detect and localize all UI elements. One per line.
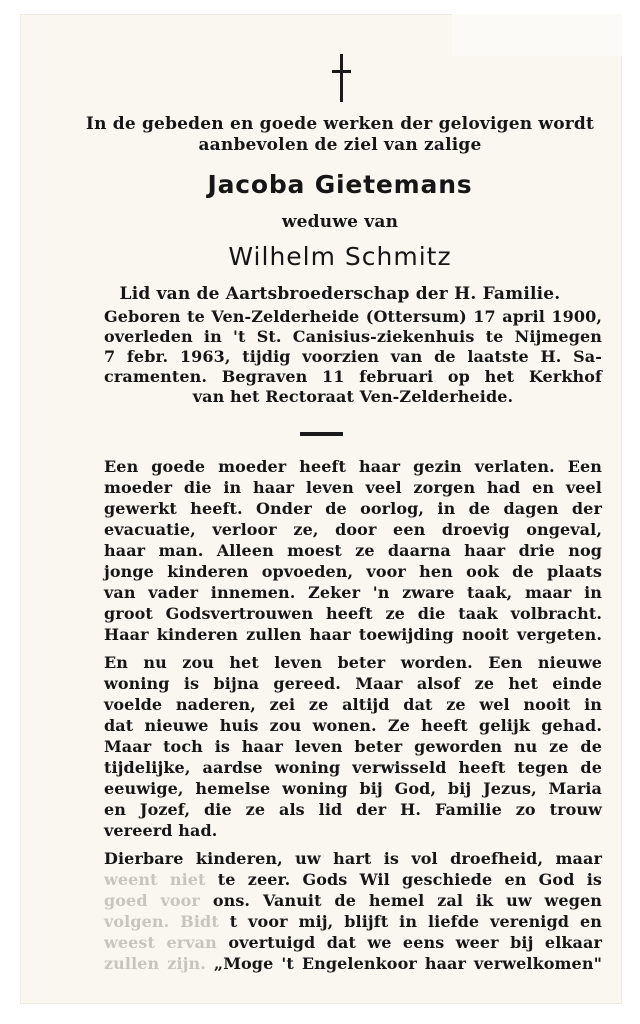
paragraph1-line: Een goede moeder heeft haar gezin verlaten. Een bbox=[104, 457, 602, 476]
deceased-name: Jacoba Gietemans bbox=[207, 170, 473, 199]
paragraph3-line bbox=[104, 891, 602, 911]
faded-text: goed voor bbox=[104, 891, 200, 910]
faded-text: weent niet bbox=[104, 870, 206, 889]
line-text: ons. Vanuit de hemel zal ik uw wegen bbox=[212, 891, 602, 910]
faded-text: zullen zijn. bbox=[104, 954, 206, 973]
paragraph3-line bbox=[104, 954, 602, 974]
line-text: t voor mij, blijft in liefde verenigd en bbox=[229, 912, 602, 931]
paragraph1-line: jonge kinderen opvoeden, voor hen ook de plaats bbox=[104, 562, 602, 581]
paragraph2-line: vereerd had. bbox=[104, 821, 218, 840]
faded-text: volgen. Bidt bbox=[104, 912, 219, 931]
header-line-1: In de gebeden en goede werken der gelovigen wordt bbox=[85, 114, 595, 134]
paragraph2-line: tijdelijke, aardse woning verwisseld heeft tegen de bbox=[104, 758, 602, 777]
paragraph1-line: gewerkt heeft. Onder de oorlog, in de dagen der bbox=[104, 499, 602, 518]
paragraph3-line bbox=[104, 870, 602, 890]
paragraph1-line: van vader innemen. Zeker 'n zware taak, maar in bbox=[104, 583, 602, 602]
paragraph2-line: voelde naderen, zei ze altijd dat ze wel nooit in bbox=[104, 695, 602, 714]
paragraph2-line: woning is bijna gereed. Maar alsof ze het einde bbox=[104, 674, 602, 693]
paragraph1-line: haar man. Alleen moest ze daarna haar drie nog bbox=[104, 541, 602, 560]
paragraph2-line: Maar toch is haar leven beter geworden nu ze de bbox=[104, 737, 602, 756]
biography-line: overleden in 't St. Canisius-ziekenhuis te Nijmegen bbox=[104, 327, 602, 346]
biography-line: 7 febr. 1963, tijdig voorzien van de laatste H. Sa- bbox=[104, 347, 602, 366]
biography-line: cramenten. Begraven 11 februari op het Kerkhof bbox=[104, 367, 602, 386]
paragraph1-line: moeder die in haar leven veel zorgen had en veel bbox=[104, 478, 602, 497]
line-text: overtuigd dat we eens weer bij elkaar bbox=[228, 933, 603, 952]
paragraph1-line: groot Godsvertrouwen heeft ze die taak volbracht. bbox=[104, 604, 602, 623]
memorial-card bbox=[20, 14, 622, 1004]
paragraph2-line: en Jozef, die ze als lid der H. Familie zo trouw bbox=[104, 800, 602, 819]
paragraph2-line: En nu zou het leven beter worden. Een nieuwe bbox=[104, 653, 602, 672]
paragraph1-line: evacuatie, verloor ze, door een droevig ongeval, bbox=[104, 520, 602, 539]
divider bbox=[300, 432, 343, 436]
line-text: te zeer. Gods Wil geschiede en God is bbox=[217, 870, 602, 889]
biography-line: van het Rectoraat Ven-Zelderheide. bbox=[192, 387, 514, 406]
paragraph2-line: dat nieuwe huis zou wonen. Ze heeft gelijk gehad. bbox=[104, 716, 602, 735]
paragraph3-line: Dierbare kinderen, uw hart is vol droefheid, maar bbox=[104, 849, 602, 868]
paragraph2-line: eeuwige, hemelse woning bij God, bij Jezus, Maria bbox=[104, 779, 602, 798]
paragraph3-line bbox=[104, 912, 602, 932]
line-text: „Moge 't Engelenkoor haar verwelkomen" bbox=[213, 954, 603, 973]
membership-line: Lid van de Aartsbroederschap der H. Familie. bbox=[119, 284, 561, 304]
biography-line: Geboren te Ven-Zelderheide (Ottersum) 17 april 1900, bbox=[104, 307, 602, 326]
cross-icon bbox=[330, 54, 352, 104]
husband-name: Wilhelm Schmitz bbox=[228, 242, 452, 271]
paragraph1-line: Haar kinderen zullen haar toewijding nooit vergeten. bbox=[104, 625, 602, 644]
header-line-2: aanbevolen de ziel van zalige bbox=[198, 135, 482, 155]
paragraph3-line bbox=[104, 933, 602, 953]
faded-text: weest ervan bbox=[104, 933, 217, 952]
relation-text: weduwe van bbox=[281, 212, 399, 232]
